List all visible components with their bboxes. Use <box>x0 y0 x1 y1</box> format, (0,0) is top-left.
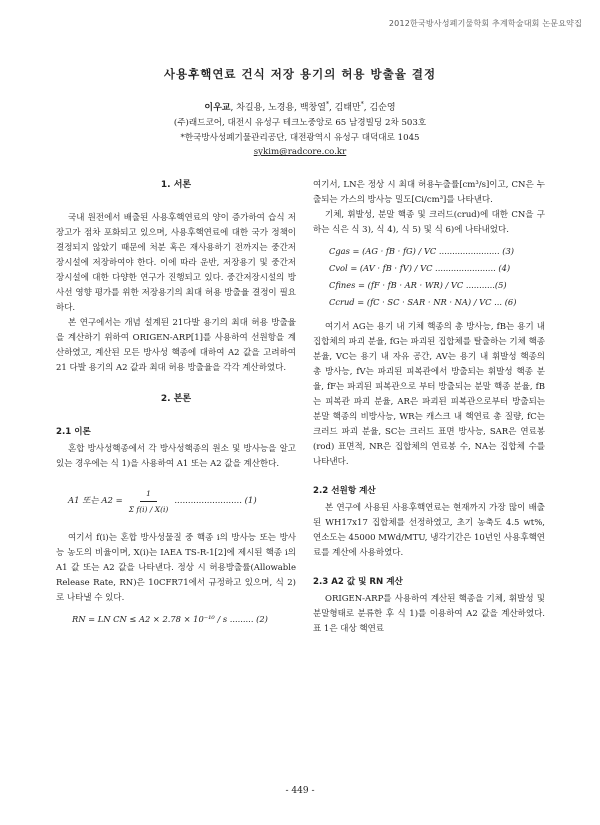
subsection-title: 2.1 이론 <box>56 427 91 437</box>
equation-2: RN = LN CN ≤ A2 × 2.78 × 10⁻¹⁰ / s ......... (2) <box>72 614 268 624</box>
equation-6: Ccrud = (fC · SC · SAR · NR · NA) / VC ... (6) <box>329 297 517 307</box>
author-coauthors: , 차길용, 노경용, 백창열 <box>230 103 326 113</box>
author-last: , 김순영 <box>363 103 396 113</box>
paragraph: 본 연구에서는 개념 설계된 21다발 용기의 최대 허용 방출율을 계산하기 위하여 ORIGEN-ARP[1]를 사용하여 선원항을 계산하였고, 계산된 모든 방사성 핵종에 대하여 A2 값을 고려하여 21 다발 용기의 A2 값과 최대 허용 방출율을 각각 계산하였다. <box>56 318 296 373</box>
paragraph: 여기서 f(i)는 혼합 방사성물질 중 핵종 i의 방사능 또는 방사능 농도의 비율이며, X(i)는 IAEA TS-R-1[2]에 제시된 핵종 i의 A1 값 또는 A2 값을 나타낸다. 정상 시 허용방출률(Allowable Release Rate, RN)은 10CFR71에서 규정하고 있으며, 식 2)로 나타낼 수 있다. <box>56 533 296 603</box>
running-header: 2012한국방사성폐기물학회 추계학술대회 논문요약집 <box>388 19 582 28</box>
equation-1-numerator: 1 <box>140 486 157 502</box>
author-mark: * <box>325 101 329 108</box>
paragraph: 여기서 AG는 용기 내 기체 핵종의 총 방사능, fB는 용기 내 집합체의 파괴 분율, fG는 파괴된 집합체를 탈출하는 기체 핵종 분율, VC는 용기 내 자유 공간, AV는 용기 내 휘발성 핵종의 총 방사능, fV는 파괴된 피복관에서 방출되는 휘발성 핵종 분율, fF는 파괴된 피복관으로 부터 방출되는 분말 핵종 분율, fB는 피복관 파괴 분율, AR은 파괴된 피복관으로부터 방출되는 분말 핵종의 비방사능, WR는 캐스크 내 핵연료 총 질량, fC는 크러드 파괴 분율, SC는 크러드 표면 방사능, SAR은 연료봉(rod) 표면적, NR은 집합체의 연료봉 수, NA는 집합체 수를 나타낸다. <box>313 322 545 467</box>
paper-title: 사용후핵연료 건식 저장 용기의 허용 방출율 결정 <box>163 67 437 81</box>
equation-1-fraction <box>129 486 169 517</box>
contact-email[interactable]: sykim@radcore.co.kr <box>253 147 347 157</box>
author-mark: * <box>360 101 364 108</box>
equation-1-denominator: Σ f(i) / X(i) <box>128 505 169 514</box>
paragraph: 혼합 방사성핵종에서 각 방사성핵종의 원소 및 방사능을 알고 있는 경우에는 식 1)을 사용하여 A1 또는 A2 값을 계산한다. <box>56 444 296 469</box>
paragraph: 국내 원전에서 배출된 사용후핵연료의 양이 증가하여 습식 저장고가 점차 포화되고 있으며, 사용후핵연료에 대한 국가 정책이 결정되지 않았기 때문에 처분 혹은 재사용하기 전까지는 중간저장시설에 저장하여야 한다. 이에 따라 운반, 저장용기 및 중간저장시설에 대한 다양한 연구가 진행되고 있다. 중간저장시설의 방사선 영향 평가를 위한 저장용기의 최대 허용 방출율 결정이 필요하다. <box>56 213 296 313</box>
equation-1 <box>68 486 257 517</box>
subsection-title: 2.3 A2 값 및 RN 계산 <box>313 577 403 587</box>
author-list <box>0 100 600 113</box>
equation-1-lhs: A1 또는 A2 = <box>68 496 123 506</box>
equation-1-number: ......................... (1) <box>174 496 257 506</box>
paragraph: 여기서, LN은 정상 시 최대 허용누출률[cm³/s]이고, CN은 누출되는 가스의 방사능 밀도[Ci/cm³]를 나타낸다. <box>313 180 545 205</box>
section-title-intro: 1. 서론 <box>160 180 192 190</box>
author-coauthor: , 김태만 <box>328 103 361 113</box>
left-column <box>56 178 296 629</box>
section-title-body: 2. 본론 <box>160 394 192 404</box>
paragraph: ORIGEN-ARP를 사용하여 계산된 핵종을 기체, 휘발성 및 분말형태로 분류한 후 식 1)를 이용하여 A2 값을 계산하였다. 표 1은 대상 핵연료 <box>313 594 545 634</box>
subsection-title: 2.2 선원항 계산 <box>313 486 376 496</box>
right-column <box>313 178 545 637</box>
equation-5: Cfines = (fF · fB · AR · WR) / VC ...........(5) <box>329 280 507 290</box>
paragraph: 기체, 휘발성, 분말 핵종 및 크러드(crud)에 대한 CN을 구하는 식은 식 3), 식 4), 식 5) 및 식 6)에 나타내었다. <box>313 210 545 235</box>
page-number: - 449 - <box>285 786 315 796</box>
author-lead: 이우교 <box>204 103 231 113</box>
affiliation-1: (주)래드코어, 대전시 유성구 테크노중앙로 65 남경빌딩 2차 503호 <box>173 118 427 128</box>
equation-4: Cvol = (AV · fB · fV) / VC ....................... (4) <box>329 263 511 273</box>
affiliation-2: *한국방사성폐기물관리공단, 대전광역시 유성구 대덕대로 1045 <box>180 133 420 143</box>
equation-3: Cgas = (AG · fB · fG) / VC ....................... (3) <box>329 246 514 256</box>
paragraph: 본 연구에 사용된 사용후핵연료는 현재까지 가장 많이 배출된 WH17x17 집합체를 선정하였고, 초기 농축도 4.5 wt%, 연소도는 45000 MWd/MTU, 냉각기간은 10년인 사용후핵연료를 계산에 사용하였다. <box>313 503 545 558</box>
equation-block <box>313 244 545 310</box>
